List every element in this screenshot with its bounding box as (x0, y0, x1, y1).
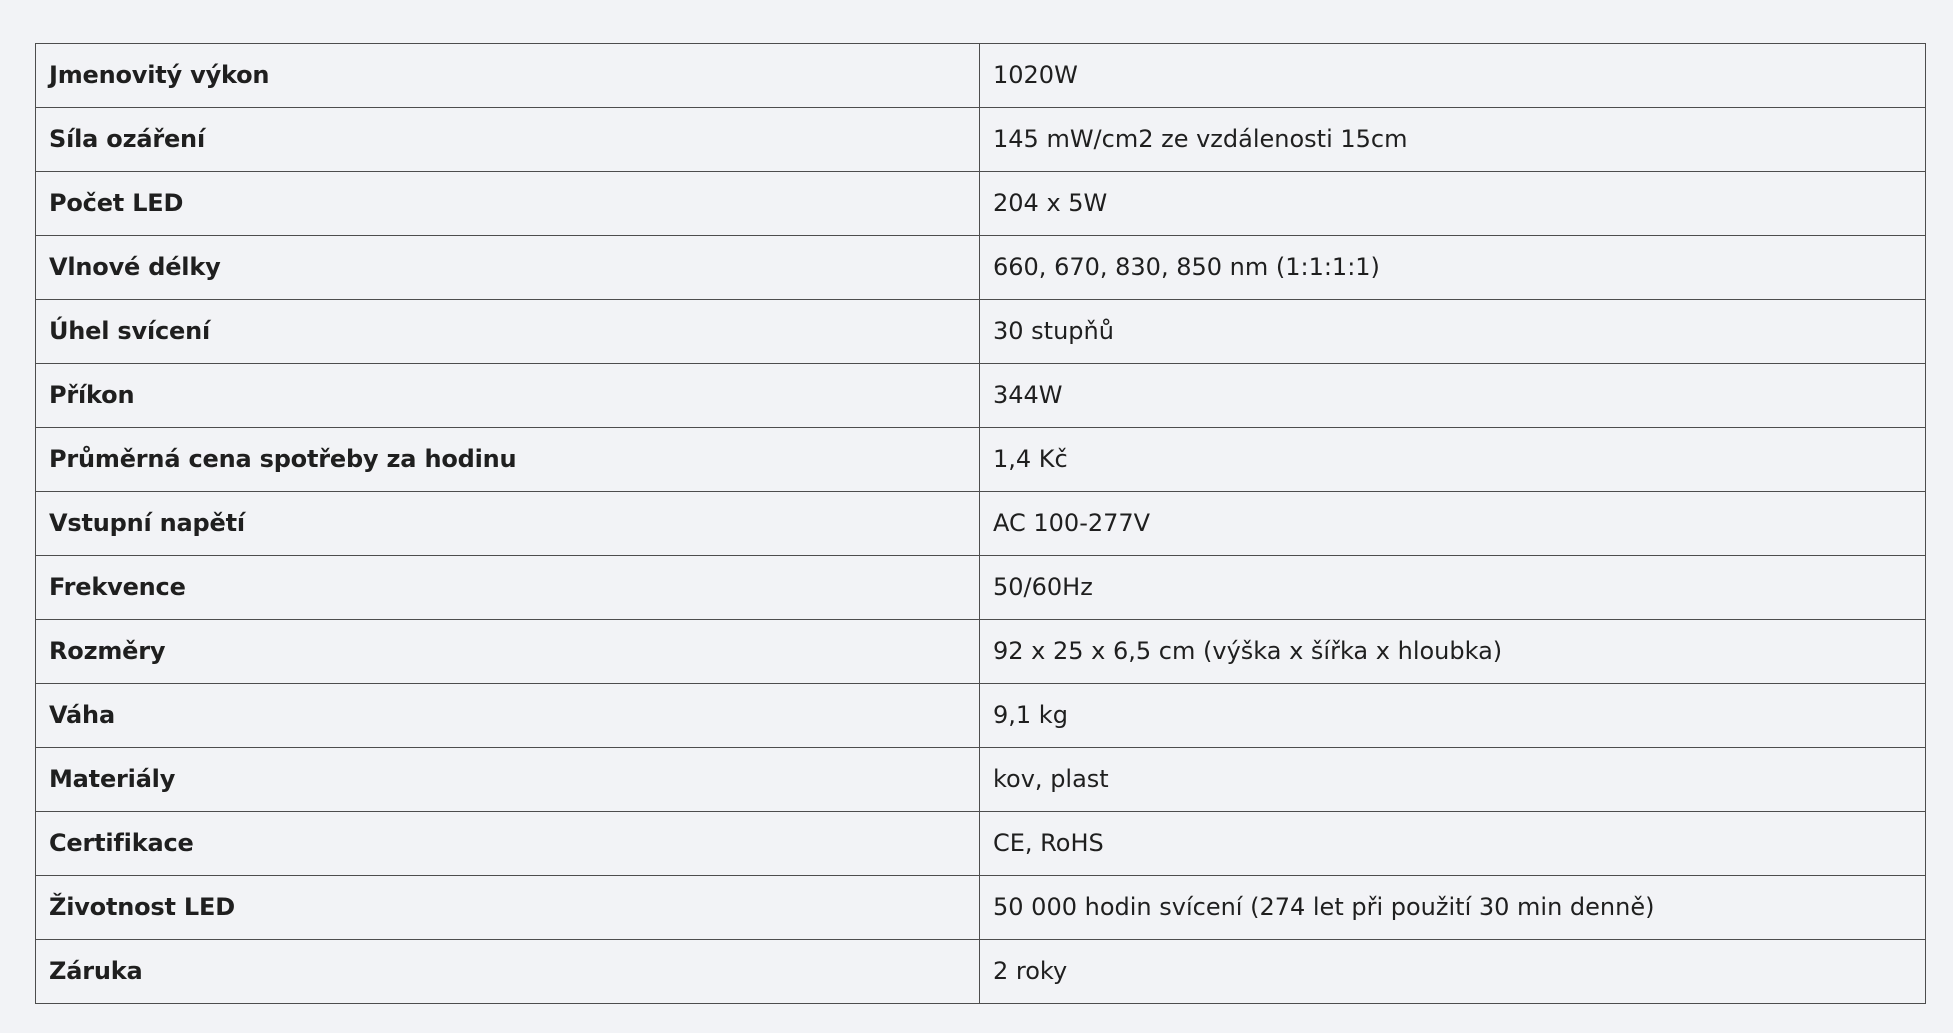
spec-value: 92 x 25 x 6,5 cm (výška x šířka x hloubka) (980, 620, 1926, 684)
spec-label: Jmenovitý výkon (36, 44, 980, 108)
table-row (36, 748, 1926, 812)
spec-value: 50 000 hodin svícení (274 let při použití 30 min denně) (980, 876, 1926, 940)
table-row (36, 684, 1926, 748)
spec-label: Váha (36, 684, 980, 748)
spec-label: Rozměry (36, 620, 980, 684)
spec-label: Frekvence (36, 556, 980, 620)
spec-value: 344W (980, 364, 1926, 428)
spec-value: 50/60Hz (980, 556, 1926, 620)
spec-label: Životnost LED (36, 876, 980, 940)
table-row (36, 44, 1926, 108)
spec-label: Vlnové délky (36, 236, 980, 300)
spec-label: Úhel svícení (36, 300, 980, 364)
spec-value: 660, 670, 830, 850 nm (1:1:1:1) (980, 236, 1926, 300)
table-row (36, 300, 1926, 364)
table-row (36, 876, 1926, 940)
table-row (36, 428, 1926, 492)
spec-value: 2 roky (980, 940, 1926, 1004)
spec-value: 1020W (980, 44, 1926, 108)
spec-label: Počet LED (36, 172, 980, 236)
table-row (36, 492, 1926, 556)
table-row (36, 940, 1926, 1004)
spec-table (35, 43, 1926, 1004)
table-row (36, 108, 1926, 172)
spec-label: Materiály (36, 748, 980, 812)
spec-value: AC 100-277V (980, 492, 1926, 556)
table-row (36, 364, 1926, 428)
spec-label: Certifikace (36, 812, 980, 876)
table-row (36, 812, 1926, 876)
spec-label: Průměrná cena spotřeby za hodinu (36, 428, 980, 492)
spec-label: Síla ozáření (36, 108, 980, 172)
spec-value: 30 stupňů (980, 300, 1926, 364)
spec-value: CE, RoHS (980, 812, 1926, 876)
spec-value: 145 mW/cm2 ze vzdálenosti 15cm (980, 108, 1926, 172)
table-row (36, 620, 1926, 684)
spec-value: 1,4 Kč (980, 428, 1926, 492)
spec-value: 9,1 kg (980, 684, 1926, 748)
table-row (36, 236, 1926, 300)
spec-label: Příkon (36, 364, 980, 428)
table-row (36, 556, 1926, 620)
table-row (36, 172, 1926, 236)
spec-value: kov, plast (980, 748, 1926, 812)
spec-label: Záruka (36, 940, 980, 1004)
spec-value: 204 x 5W (980, 172, 1926, 236)
spec-label: Vstupní napětí (36, 492, 980, 556)
